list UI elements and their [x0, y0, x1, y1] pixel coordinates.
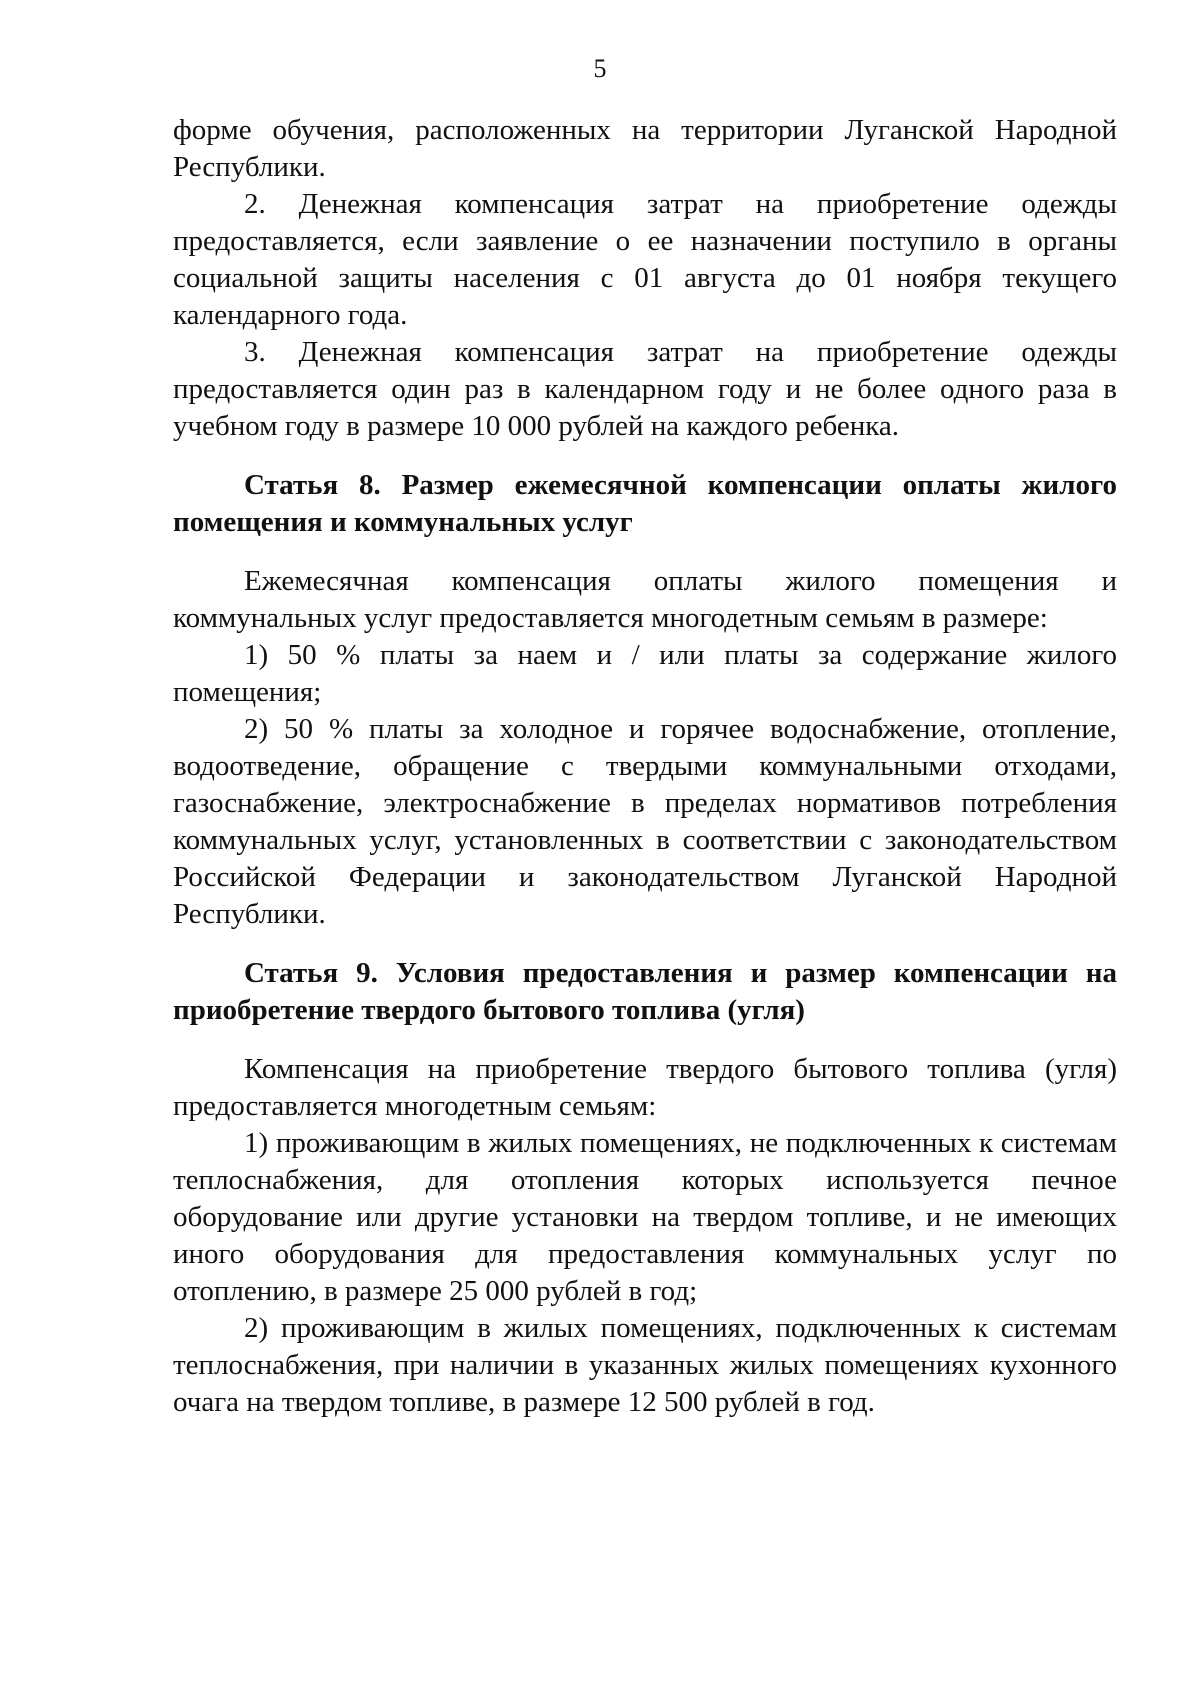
article-9-item-1: 1) проживающим в жилых помещениях, не подключенных к системам теплоснабжения, для отопления которых используется печное оборудование или другие установки на твердом топливе, и не имеющих иного оборудования для предоставления коммунальных услуг по отоплению, в размере 25 000 рублей в год;: [173, 1127, 1117, 1307]
page-number: 5: [593, 54, 607, 83]
paragraph-item-2: 2. Денежная компенсация затрат на приобретение одежды предоставляется, если заявление о ее назначении поступило в органы социальной защиты населения с 01 августа до 01 ноября текущего календарного года.: [173, 188, 1117, 331]
article-9-intro: Компенсация на приобретение твердого бытового топлива (угля) предоставляется многодетным семьям:: [173, 1053, 1117, 1122]
article-8-heading: Статья 8. Размер ежемесячной компенсации оплаты жилого помещения и коммунальных услуг: [173, 469, 1117, 538]
article-8-intro: Ежемесячная компенсация оплаты жилого помещения и коммунальных услуг предоставляется многодетным семьям в размере:: [173, 565, 1117, 634]
paragraph-item-3: 3. Денежная компенсация затрат на приобретение одежды предоставляется один раз в календарном году и не более одного раза в учебном году в размере 10 000 рублей на каждого ребенка.: [173, 336, 1117, 442]
article-9-heading: Статья 9. Условия предоставления и размер компенсации на приобретение твердого бытового топлива (угля): [173, 957, 1117, 1026]
article-9-item-2: 2) проживающим в жилых помещениях, подключенных к системам теплоснабжения, при наличии в указанных жилых помещениях кухонного очага на твердом топливе, в размере 12 500 рублей в год.: [173, 1312, 1117, 1418]
article-8-item-2: 2) 50 % платы за холодное и горячее водоснабжение, отопление, водоотведение, обращение с твердыми коммунальными отходами, газоснабжение, электроснабжение в пределах нормативов потребления коммунальных услуг, установленных в соответствии с законодательством Российской Федерации и законодательством Луганской Народной Республики.: [173, 713, 1117, 930]
paragraph-continuation: форме обучения, расположенных на территории Луганской Народной Республики.: [173, 114, 1117, 183]
article-8-item-1: 1) 50 % платы за наем и / или платы за содержание жилого помещения;: [173, 639, 1117, 708]
document-body: [173, 112, 1117, 1421]
